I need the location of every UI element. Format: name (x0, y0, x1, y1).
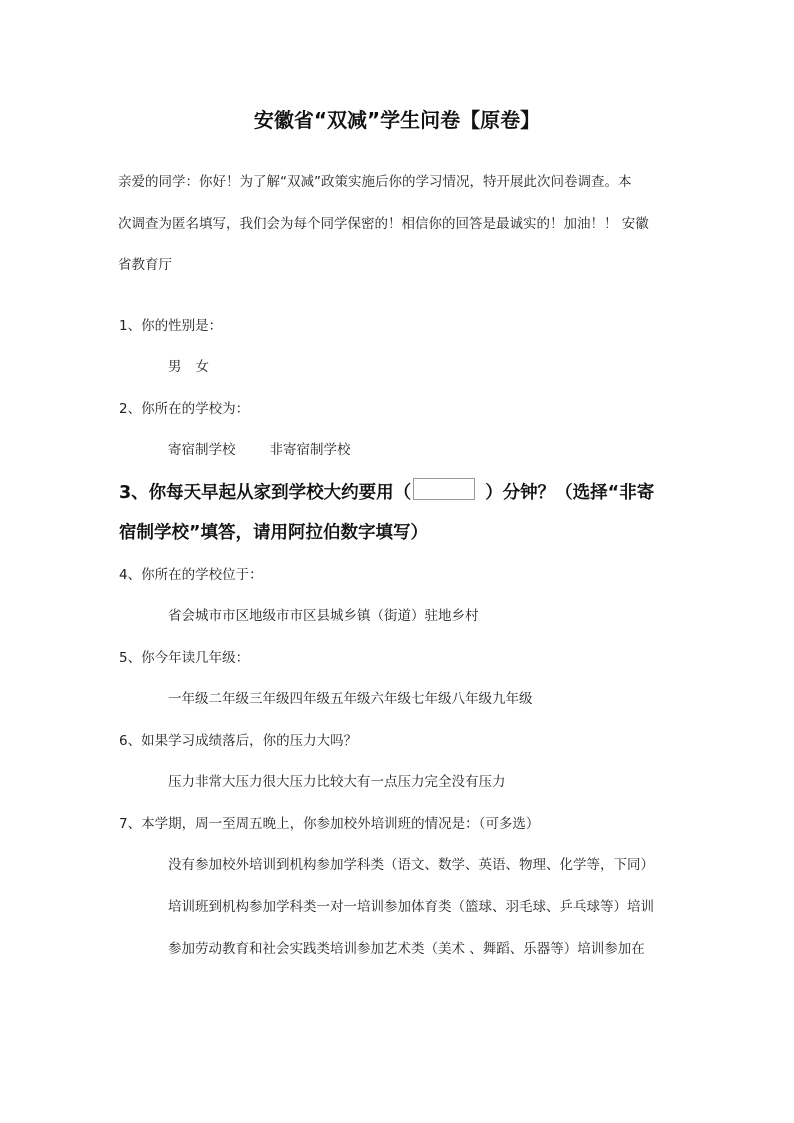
page-title: 安徽省“双减”学生问卷【原卷】 (253, 108, 541, 132)
question-7-options-line-1[interactable]: 没有参加校外培训到机构参加学科类（语文、数学、英语、物理、化学等，下同） (168, 857, 654, 873)
question-3-line-2: 宿制学校”填答，请用阿拉伯数字填写） (119, 523, 429, 543)
question-3-line-1 (119, 478, 654, 504)
option-non-boarding-school[interactable]: 非寄宿制学校 (269, 442, 351, 458)
intro-line-1: 亲爱的同学：你好！为了解“双减”政策实施后你的学习情况，特开展此次问卷调查。本 (118, 174, 632, 190)
option-male[interactable]: 男 (168, 359, 182, 375)
question-5-label: 5、你今年读几年级： (119, 650, 250, 666)
question-7-label: 7、本学期，周一至周五晚上，你参加校外培训班的情况是：（可多选） (119, 816, 540, 832)
question-2-options (168, 438, 351, 458)
question-5-options[interactable]: 一年级二年级三年级四年级五年级六年级七年级八年级九年级 (168, 691, 533, 707)
question-1-label: 1、你的性别是： (119, 318, 223, 334)
question-1-options (168, 355, 209, 375)
question-7-options-line-3[interactable]: 参加劳动教育和社会实践类培训参加艺术类（美术 、舞蹈、乐器等）培训参加在 (168, 941, 645, 957)
question-4-options[interactable]: 省会城市市区地级市市区县城乡镇（街道）驻地乡村 (168, 608, 479, 624)
question-3-text-part-1: 3、你每天早起从家到学校大约要用（ (119, 483, 412, 503)
minutes-answer-box[interactable] (413, 478, 475, 500)
intro-line-3: 省教育厅 (118, 257, 172, 273)
question-3-text-part-2: ）分钟？（选择“非寄 (485, 483, 655, 503)
option-boarding-school[interactable]: 寄宿制学校 (168, 442, 236, 458)
question-2-label: 2、你所在的学校为： (119, 401, 250, 417)
question-6-options[interactable]: 压力非常大压力很大压力比较大有一点压力完全没有压力 (168, 774, 506, 790)
question-6-label: 6、如果学习成绩落后，你的压力大吗？ (119, 733, 358, 749)
intro-line-2: 次调查为匿名填写，我们会为每个同学保密的！相信你的回答是最诚实的！加油！！ 安徽 (118, 216, 649, 232)
option-female[interactable]: 女 (195, 359, 209, 375)
question-4-label: 4、你所在的学校位于： (119, 567, 263, 583)
question-7-options-line-2[interactable]: 培训班到机构参加学科类一对一培训参加体育类（篮球、羽毛球、乒乓球等）培训 (168, 899, 654, 915)
